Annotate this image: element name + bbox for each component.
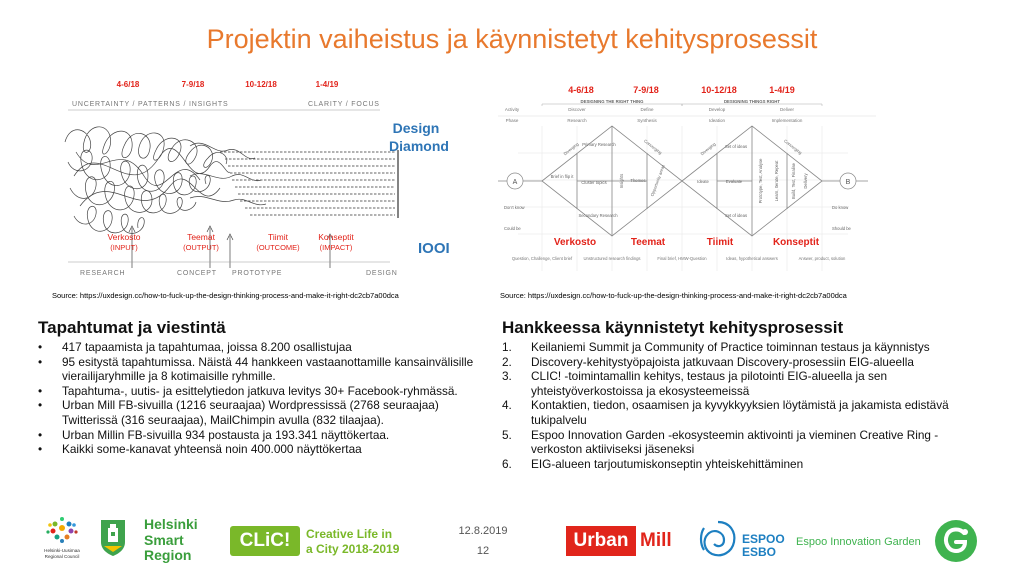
- list-text: CLIC! -toimintamallin kehitys, testaus ja pilotointi EIG-alueella ja sen yhteistyöverkostoissa ja ekosysteemeissä: [531, 369, 888, 398]
- stage-teemat-sub: (OUTPUT): [183, 243, 219, 252]
- activity-discover: Discover: [568, 107, 586, 112]
- eig-logo-icon: [934, 519, 978, 563]
- converging-2: Converging: [782, 138, 803, 156]
- note-question: Question, Challenge, Client brief: [511, 256, 573, 261]
- prototype-test: Prototype, Test, Analyse: [758, 158, 763, 204]
- events-list: [34, 340, 474, 457]
- designing-right-thing: DESIGNING THE RIGHT THING: [580, 99, 644, 104]
- designing-things-right: DESIGNING THINGS RIGHT: [723, 99, 781, 104]
- phase-ideation: Ideation: [708, 118, 726, 123]
- clic-line2: a City 2018-2019: [306, 542, 400, 556]
- slide-date: 12.8.2019: [458, 525, 508, 537]
- activity-label: Activity: [504, 107, 520, 112]
- stage-verkosto: Verkosto: [107, 232, 141, 242]
- bottom-concept: CONCEPT: [177, 270, 217, 277]
- list-item: [502, 398, 982, 427]
- period-label: 1-4/19: [769, 85, 795, 95]
- phase-synthesis: Synthesis: [637, 118, 657, 123]
- should-be-label: Should be: [832, 226, 851, 231]
- huu-line1: Helsinki-Uusimaa: [44, 548, 80, 553]
- source-citation: Source: https://uxdesign.cc/how-to-fuck-up-the-design-thinking-process-and-make-it-right-dc2cb7a00dca: [52, 291, 399, 300]
- bottom-design: DESIGN: [366, 270, 398, 277]
- list-item: • Kaikki some-kanavat yhteensä noin 400.000 näyttökertaa: [34, 442, 474, 457]
- espoo-innovation-garden-text: Espoo Innovation Garden: [796, 536, 921, 548]
- do-know-label: Do know: [832, 205, 849, 210]
- period-label: 10-12/18: [701, 85, 737, 95]
- set-of-ideas-1: Set of ideas: [724, 144, 748, 149]
- stage-teemat: Teemat: [187, 232, 215, 242]
- helsinki-smart-region-logo: [144, 517, 218, 564]
- processes-heading: Hankkeessa käynnistetyt kehitysprosessit: [502, 318, 844, 337]
- note-final-brief: Final brief, HMW-Question: [657, 256, 707, 261]
- primary-research: Primary Research: [582, 142, 616, 147]
- stage-tiimit-sub: (OUTCOME): [256, 243, 300, 252]
- note-answer: Answer, product, solution: [798, 256, 846, 261]
- squiggle-scribble: [65, 127, 266, 234]
- uncertainty-header: UNCERTAINTY / PATTERNS / INSIGHTS: [72, 101, 229, 108]
- list-number: 1.: [502, 340, 512, 354]
- diverging-1: Diverging: [562, 141, 580, 157]
- list-item: • Tapahtuma-, uutis- ja esittelytiedon jatkuva levitys 30+ Facebook-ryhmässä.: [34, 384, 474, 399]
- stage-verkosto: Verkosto: [553, 237, 597, 248]
- note-unstructured: Unstructured research findings: [583, 256, 641, 261]
- list-text: Kontaktien, tiedon, osaamisen ja kyvykkyyksien löytämistä ja jakamista edistävä tukipalvelu: [531, 398, 949, 427]
- stage-konseptit: Konseptit: [318, 232, 354, 242]
- events-heading: Tapahtumat ja viestintä: [38, 318, 226, 337]
- list-text: Espoo Innovation Garden -ekosysteemin aktivointi ja vieminen Creative Ring -verkoston aktiiviseksi jäseneksi: [531, 427, 939, 457]
- note-ideas: Ideas, hypothetical answers: [726, 256, 778, 261]
- build-test: Build, Test, Finalise: [791, 163, 796, 199]
- period-label: 4-6/18: [568, 85, 594, 95]
- espoo-esbo-logo: [742, 533, 785, 559]
- urban-mill-logo-urban: Urban: [566, 526, 636, 556]
- slide-number: 12: [476, 545, 490, 557]
- hsr-line3: Region: [144, 547, 192, 563]
- list-text: Keilaniemi Summit ja Community of Practice toiminnan testaus ja käynnistys: [531, 340, 930, 354]
- hsr-line1: Helsinki: [144, 516, 198, 532]
- espoo-swirl-icon: [696, 518, 740, 562]
- stage-tiimit: Tiimit: [268, 232, 288, 242]
- espoo-coat-of-arms-icon: [98, 516, 128, 560]
- list-item: • Urban Millin FB-sivuilla 934 postausta ja 193.341 näyttökertaa.: [34, 428, 474, 443]
- phase-implementation: Implementation: [771, 118, 803, 123]
- insights: Insights: [619, 173, 624, 189]
- secondary-research: Secondary Research: [578, 213, 618, 218]
- list-number: 5.: [502, 427, 512, 442]
- evaluate: Evaluate: [725, 179, 743, 184]
- huu-line2: Regional Council: [44, 554, 80, 559]
- double-diamond-diagram: [498, 76, 876, 302]
- activity-define: Define: [640, 107, 654, 112]
- hsr-line2: Smart: [144, 531, 184, 548]
- bottom-prototype: PROTOTYPE: [232, 270, 283, 277]
- espoo-word: ESPOO: [742, 532, 785, 546]
- list-number: 2.: [502, 354, 512, 369]
- regional-council-icon: [46, 517, 77, 543]
- clarity-header: CLARITY / FOCUS: [308, 101, 380, 108]
- stage-konseptit-sub: (IMPACT): [319, 243, 353, 252]
- dont-know-label: Don't know: [504, 205, 525, 210]
- diamond-shapes: [498, 126, 868, 236]
- list-item: • Urban Mill FB-sivuilla (1216 seuraajaa) Wordpressissä (2768 seuraajaa) Twitterissä (316 seuraajaa), MailChimpin avulla (832 tilaajaa).: [34, 398, 474, 427]
- themes: Themes: [630, 178, 646, 183]
- learn-iterate: Learn, Iterate, Repeat: [774, 160, 779, 202]
- node-b: B: [845, 179, 851, 186]
- list-item: [502, 355, 982, 370]
- set-of-ideas-2: Set of ideas: [724, 213, 748, 218]
- node-a: A: [512, 179, 518, 186]
- stage-teemat: Teemat: [630, 237, 666, 248]
- clic-line1: Creative Life in: [306, 527, 393, 541]
- clic-logo: CLiC!: [230, 526, 300, 556]
- list-item: • 417 tapaamista ja tapahtumaa, joissa 8.200 osallistujaa: [34, 340, 474, 355]
- list-number: 4.: [502, 398, 512, 413]
- list-item: [502, 428, 982, 457]
- ideate: Ideate: [697, 179, 709, 184]
- design-diamond-diagram: [40, 76, 470, 302]
- slide-title: Projektin vaiheistus ja käynnistetyt kehitysprosessit: [206, 24, 818, 54]
- activity-develop: Develop: [708, 107, 726, 112]
- source-citation: Source: https://uxdesign.cc/how-to-fuck-up-the-design-thinking-process-and-make-it-right-dc2cb7a00dca: [500, 291, 847, 300]
- esbo-word: ESBO: [742, 545, 777, 559]
- diamond-word: Diamond: [389, 138, 449, 154]
- period-label: 10-12/18: [245, 80, 277, 89]
- list-item: [502, 369, 982, 398]
- design-word: Design: [392, 120, 440, 136]
- cluster-topics: Cluster topics: [581, 180, 607, 185]
- clic-tagline: [306, 527, 399, 557]
- list-item: [502, 340, 982, 355]
- list-number: 3.: [502, 369, 512, 384]
- period-label: 7-9/18: [633, 85, 659, 95]
- delivery: Delivery: [803, 173, 808, 189]
- diverging-2: Diverging: [699, 141, 717, 157]
- period-label: 4-6/18: [116, 80, 140, 89]
- iooi-label: IOOI: [418, 240, 450, 257]
- phase-research: Research: [567, 118, 587, 123]
- could-be-label: Could be: [504, 226, 521, 231]
- list-number: 6.: [502, 456, 512, 471]
- list-item: [502, 457, 982, 472]
- opportunity-areas: Opportunity areas: [649, 163, 666, 197]
- urban-mill-logo-mill: Mill: [640, 530, 672, 551]
- stage-verkosto-sub: (INPUT): [110, 243, 138, 252]
- period-label: 7-9/18: [181, 80, 205, 89]
- bottom-research: RESEARCH: [80, 270, 126, 277]
- stage-konseptit: Konseptit: [772, 237, 820, 248]
- helsinki-uusimaa-logo: [36, 512, 88, 562]
- stage-tiimit: Tiimit: [706, 237, 734, 248]
- converging-1: Converging: [642, 138, 663, 156]
- list-item: • 95 esitystä tapahtumissa. Näistä 44 hankkeen vastaanottamille kansainvälisille vierailijaryhmille ja 8 kotimaisille ryhmille.: [34, 355, 474, 384]
- period-label: 1-4/19: [315, 80, 339, 89]
- phase-label: Phase: [505, 118, 519, 123]
- brief-flip: Brief in flip it: [550, 174, 574, 179]
- activity-deliver: Deliver: [779, 107, 795, 112]
- processes-list: [502, 340, 982, 471]
- list-text: EIG-alueen tarjoutumiskonseptin yhteiskehittäminen: [531, 456, 804, 471]
- list-text: Discovery-kehitystyöpajoista jatkuvaan Discovery-prosessiin EIG-alueella: [531, 354, 914, 369]
